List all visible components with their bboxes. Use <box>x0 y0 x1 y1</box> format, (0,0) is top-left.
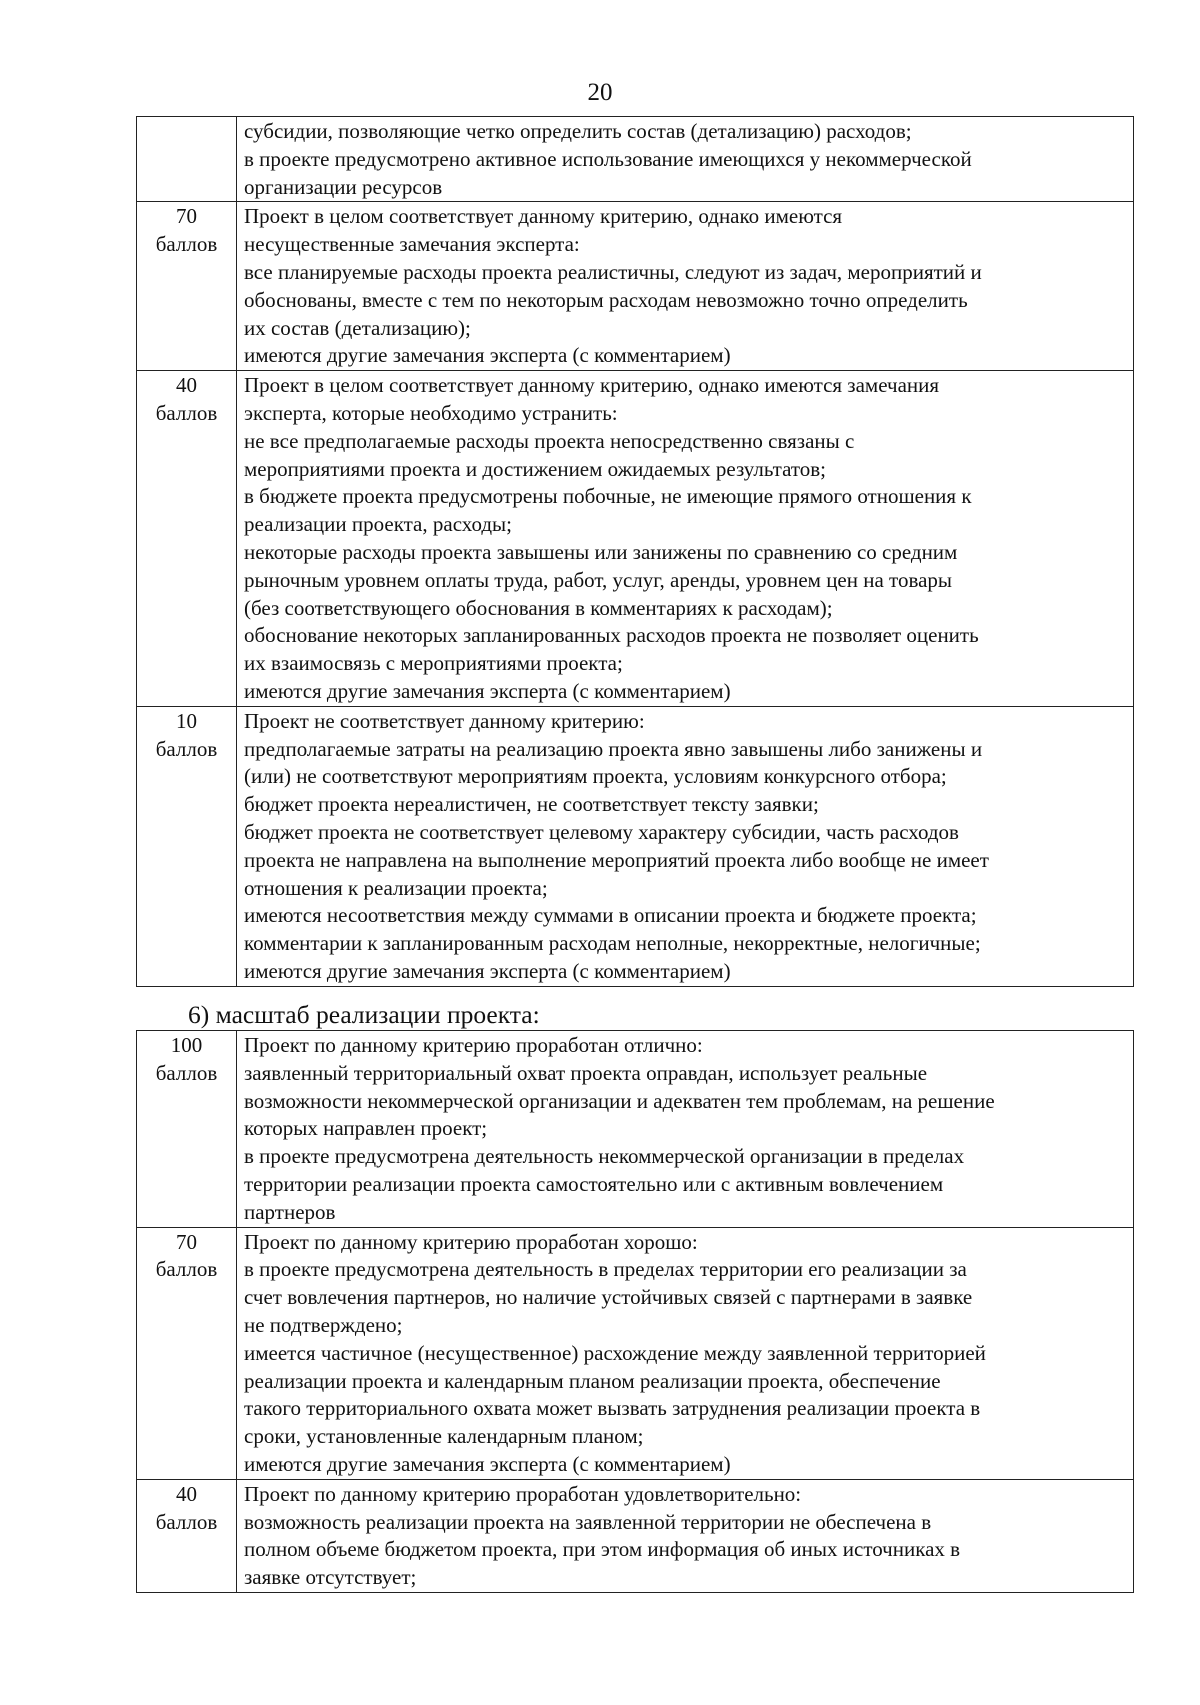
description-cell <box>237 371 1134 707</box>
description-line: эксперта, которые необходимо устранить: <box>244 400 618 425</box>
description-line: реализации проекта и календарным планом реализации проекта, обеспечение <box>244 1368 941 1393</box>
description-line: отношения к реализации проекта; <box>244 875 548 900</box>
description-line: не все предполагаемые расходы проекта непосредственно связаны с <box>244 428 855 453</box>
score-value: 100 <box>170 1033 203 1057</box>
description-line: не подтверждено; <box>244 1312 403 1337</box>
score-unit: баллов <box>155 736 218 761</box>
description-line: имеются другие замечания эксперта (с комментарием) <box>244 678 731 703</box>
table-row <box>137 1031 1134 1228</box>
description-line: проекта не направлена на выполнение мероприятий проекта либо вообще не имеет <box>244 847 989 872</box>
description-line: возможность реализации проекта на заявленной территории не обеспечена в <box>244 1509 932 1534</box>
description-line: комментарии к запланированным расходам неполные, некорректные, нелогичные; <box>244 931 981 956</box>
score-cell <box>137 706 237 986</box>
description-line: в проекте предусмотрена деятельность в пределах территории его реализации за <box>244 1257 967 1282</box>
score-cell <box>137 1479 237 1592</box>
description-line: счет вовлечения партнеров, но наличие устойчивых связей с партнерами в заявке <box>244 1285 973 1310</box>
description-line: в проекте предусмотрена деятельность некоммерческой организации в пределах <box>244 1144 965 1169</box>
score-cell <box>137 202 237 371</box>
score-cell <box>137 117 237 202</box>
description-line: заявке отсутствует; <box>244 1565 417 1590</box>
score-value: 40 <box>176 1481 197 1506</box>
description-line: Проект в целом соответствует данному критерию, однако имеются <box>244 204 843 229</box>
description-line: некоторые расходы проекта завышены или занижены по сравнению со средним <box>244 539 958 564</box>
score-unit: баллов <box>155 1060 218 1085</box>
score-value: 40 <box>176 373 197 398</box>
description-line: имеются другие замечания эксперта (с комментарием) <box>244 1451 731 1476</box>
score-unit: баллов <box>155 1257 218 1282</box>
description-line: рыночным уровнем оплаты труда, работ, услуг, аренды, уровнем цен на товары <box>244 567 953 592</box>
table-row <box>137 1479 1134 1592</box>
description-line: такого территориального охвата может вызвать затруднения реализации проекта в <box>244 1396 981 1421</box>
description-line: мероприятиями проекта и достижением ожидаемых результатов; <box>244 456 826 481</box>
page-number: 20 <box>587 79 613 106</box>
description-line: имеются несоответствия между суммами в описании проекта и бюджете проекта; <box>244 903 977 928</box>
description-line: (или) не соответствуют мероприятиям проекта, условиям конкурсного отбора; <box>244 764 947 789</box>
description-line: в проекте предусмотрено активное использование имеющихся у некоммерческой <box>244 146 972 171</box>
description-line: предполагаемые затраты на реализацию проекта явно завышены либо занижены и <box>244 736 983 761</box>
score-cell <box>137 1031 237 1228</box>
description-line: которых направлен проект; <box>244 1116 488 1141</box>
description-line: их взаимосвязь с мероприятиями проекта; <box>244 651 623 676</box>
description-line: Проект по данному критерию проработан хорошо: <box>244 1229 698 1254</box>
description-line: в бюджете проекта предусмотрены побочные, не имеющие прямого отношения к <box>244 484 972 509</box>
score-cell <box>137 371 237 707</box>
description-line: Проект не соответствует данному критерию: <box>244 708 645 733</box>
description-cell <box>237 117 1134 202</box>
table-row <box>137 202 1134 371</box>
description-line: обоснование некоторых запланированных расходов проекта не позволяет оценить <box>244 623 979 648</box>
table-row <box>137 117 1134 202</box>
table-row <box>137 371 1134 707</box>
description-line: субсидии, позволяющие четко определить состав (детализацию) расходов; <box>244 119 912 143</box>
description-line: организации ресурсов <box>244 174 443 199</box>
description-line: возможности некоммерческой организации и адекватен тем проблемам, на решение <box>244 1088 995 1113</box>
description-line: их состав (детализацию); <box>244 315 471 340</box>
description-cell <box>237 202 1134 371</box>
description-line: бюджет проекта нереалистичен, не соответствует тексту заявки; <box>244 792 819 817</box>
score-value: 70 <box>176 1229 197 1254</box>
description-line: имеется частичное (несущественное) расхождение между заявленной территорией <box>244 1340 986 1365</box>
score-unit: баллов <box>155 1509 218 1534</box>
description-line: несущественные замечания эксперта: <box>244 232 580 257</box>
description-line: полном объеме бюджетом проекта, при этом информация об иных источниках в <box>244 1537 961 1562</box>
score-value: 70 <box>176 204 197 229</box>
description-line: Проект в целом соответствует данному критерию, однако имеются замечания <box>244 373 940 398</box>
table-row <box>137 1227 1134 1479</box>
description-line: бюджет проекта не соответствует целевому характеру субсидии, часть расходов <box>244 819 959 844</box>
score-cell <box>137 1227 237 1479</box>
description-line: территории реализации проекта самостоятельно или с активным вовлечением <box>244 1171 944 1196</box>
section-title: 6) масштаб реализации проекта: <box>188 1000 540 1029</box>
description-line: сроки, установленные календарным планом; <box>244 1424 644 1449</box>
description-cell <box>237 706 1134 986</box>
criteria-table-budget <box>136 116 1134 987</box>
score-unit: баллов <box>155 400 218 425</box>
table-row <box>137 706 1134 986</box>
description-line: партнеров <box>244 1199 336 1224</box>
score-value: 10 <box>176 708 197 733</box>
description-line: (без соответствующего обоснования в комментариях к расходам); <box>244 595 833 620</box>
description-line: Проект по данному критерию проработан удовлетворительно: <box>244 1481 802 1506</box>
description-line: реализации проекта, расходы; <box>244 512 512 537</box>
description-line: обоснованы, вместе с тем по некоторым расходам невозможно точно определить <box>244 287 968 312</box>
description-line: имеются другие замечания эксперта (с комментарием) <box>244 958 731 983</box>
description-line: все планируемые расходы проекта реалистичны, следуют из задач, мероприятий и <box>244 259 982 284</box>
score-unit: баллов <box>155 232 218 257</box>
description-line: имеются другие замечания эксперта (с комментарием) <box>244 343 731 368</box>
criteria-table-scale <box>136 1030 1134 1593</box>
description-line: заявленный территориальный охват проекта оправдан, использует реальные <box>244 1060 928 1085</box>
description-cell <box>237 1227 1134 1479</box>
description-cell <box>237 1031 1134 1228</box>
description-line: Проект по данному критерию проработан отлично: <box>244 1033 703 1057</box>
description-cell <box>237 1479 1134 1592</box>
